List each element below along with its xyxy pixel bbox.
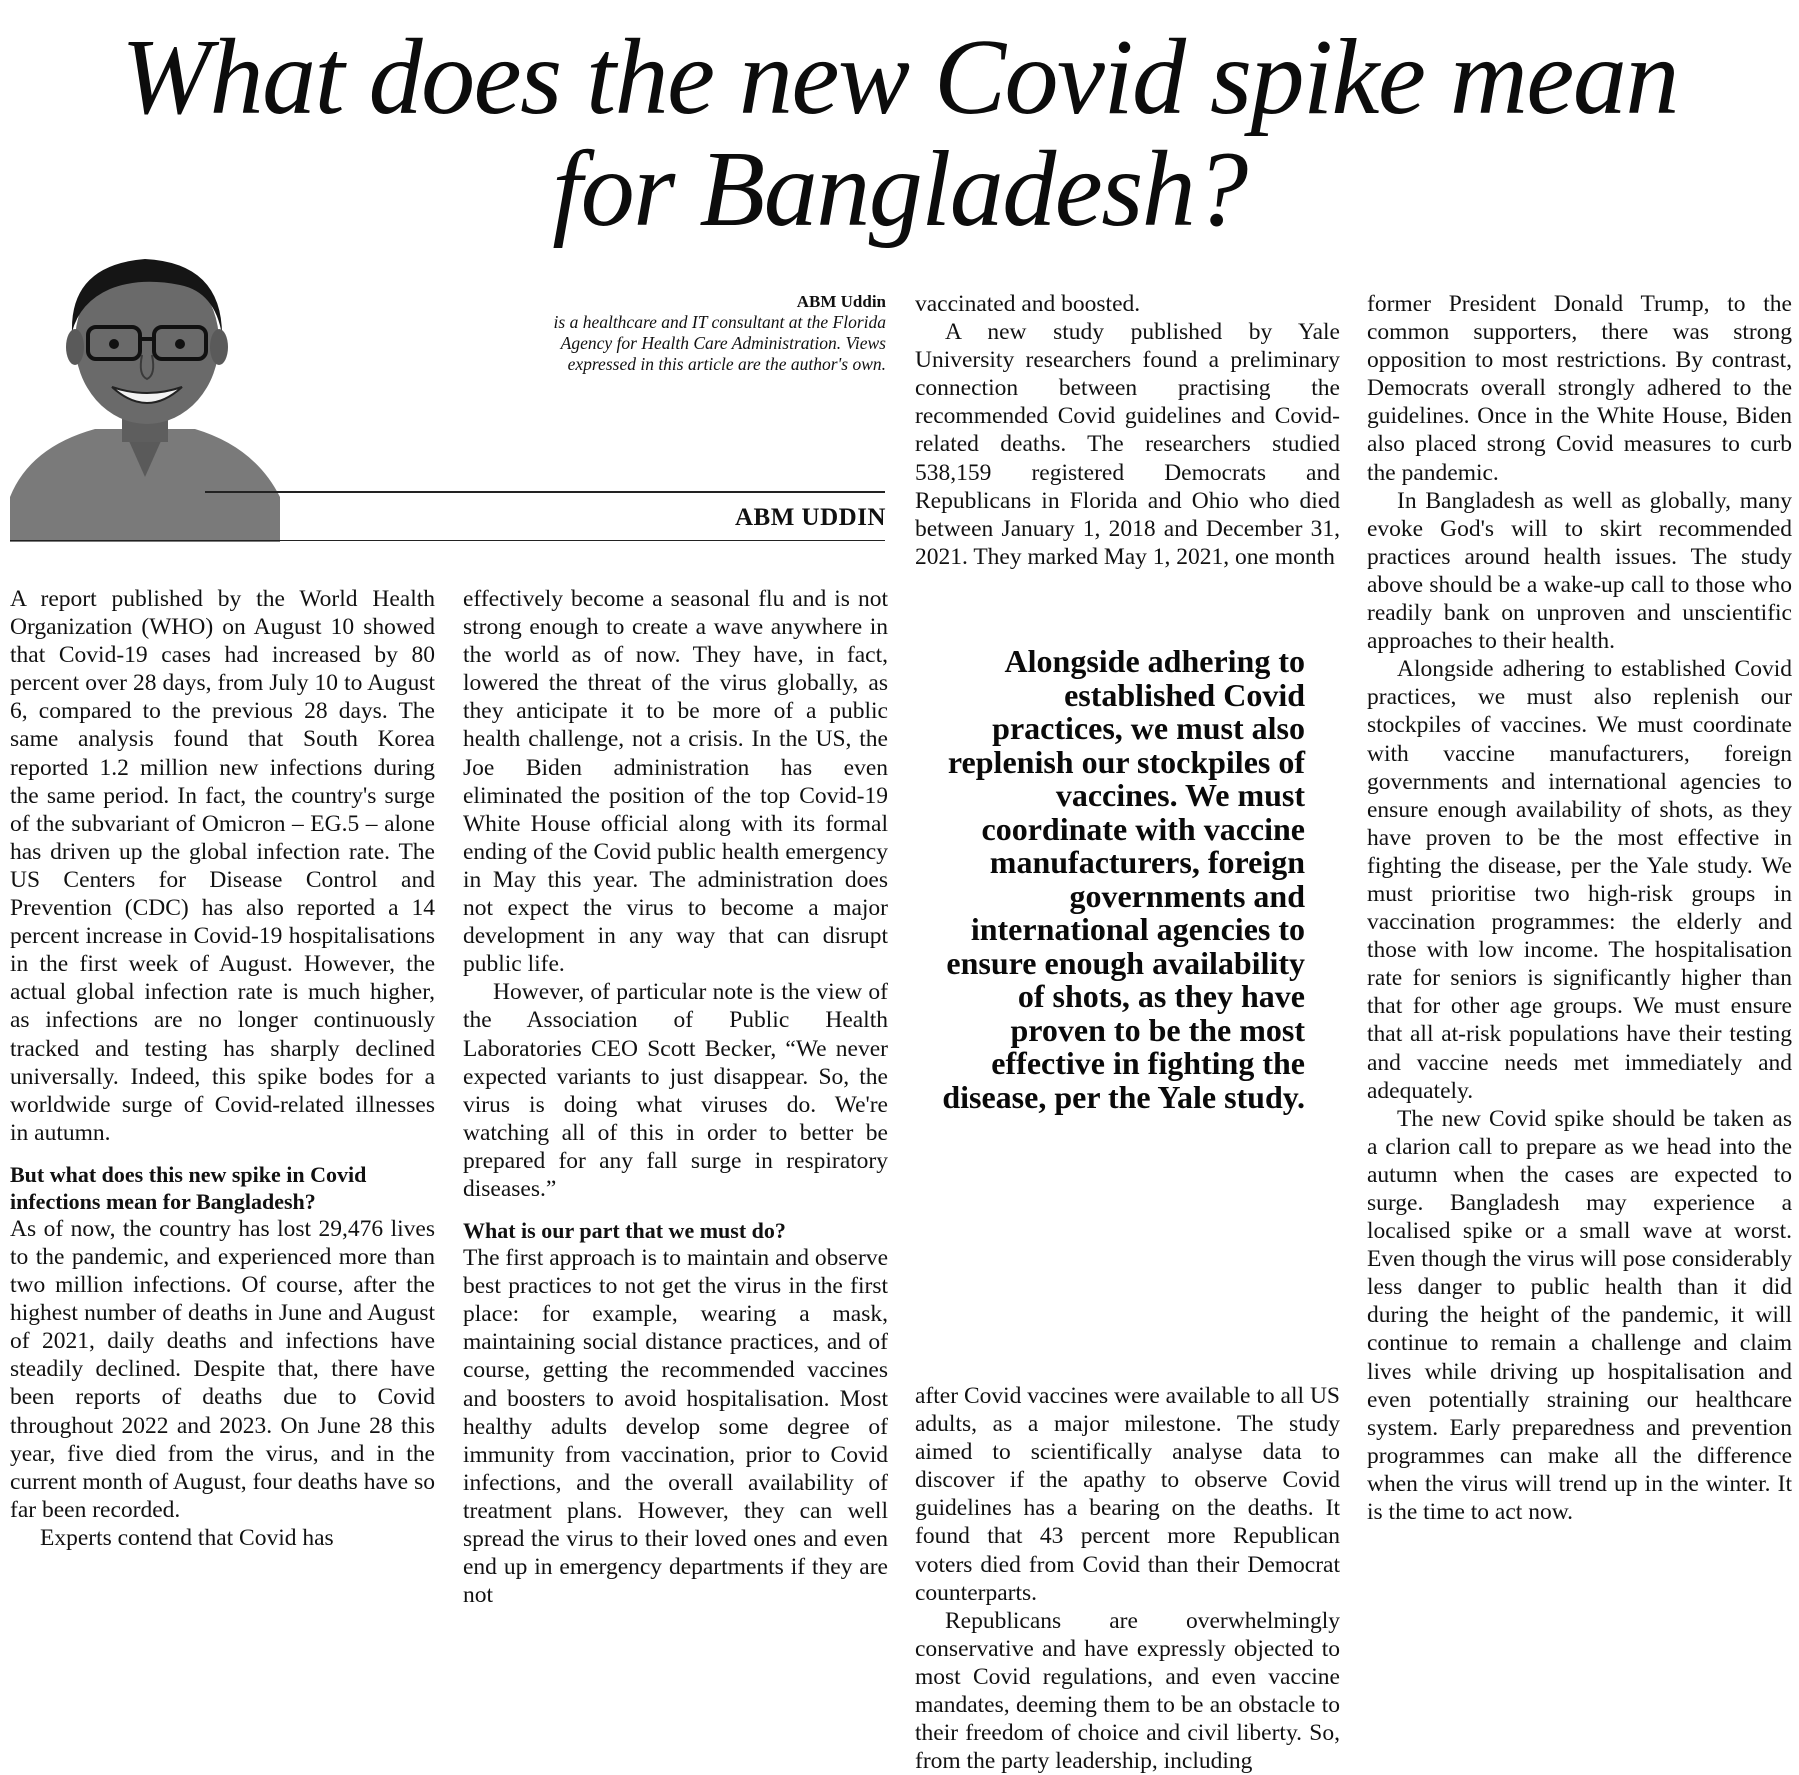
photo-baseline-divider [10, 540, 885, 541]
paragraph: Alongside adhering to established Covid practices, we must also replenish our stockpiles of vaccines. We must coordinate with vaccine manufacturers, foreign governments and international agencies to ensure enough availability of shots, as they have proven to be the most effective in fighting the disease, per the Yale study. We must prioritise two high-risk groups in vaccination programmes: the elderly and those with low income. The hospitalisation rate for seniors is significantly higher than that for other age groups. We must ensure that all at-risk populations have their testing and vaccine needs met immediately and adequately. [1367, 656, 1792, 1104]
paragraph: A new study published by Yale University researchers found a preliminary connection between practising the recommended Covid guidelines and Covid-related deaths. The researchers studied 538,159 registered Democrats and Republicans in Florida and Ohio who died between January 1, 2018 and December 31, 2021. They marked May 1, 2021, one month [915, 319, 1340, 570]
author-photo [10, 247, 280, 542]
headline-line-1: What does the new Covid spike mean [121, 18, 1678, 137]
headline-line-2: for Bangladesh? [552, 130, 1247, 249]
paragraph: However, of particular note is the view of the Association of Public Health Laboratories CEO Scott Becker, “We never expected variants to just disappear. So, the virus is doing what viruses do. We're watching all of this in order to better be prepared for any fall surge in respiratory diseases.” [463, 979, 888, 1202]
paragraph: after Covid vaccines were available to all US adults, as a major milestone. The study aimed to scientifically analyse data to discover if the apathy to observe Covid guidelines has a bearing on the deaths. It found that 43 percent more Republican voters died from Covid than their Democrat counterparts. [915, 1383, 1340, 1606]
article-column-3-top [915, 290, 1340, 571]
subheading: But what does this new spike in Covid infections mean for Bangladesh? [10, 1161, 367, 1214]
article-column-2 [463, 585, 888, 1609]
headline [0, 18, 1799, 249]
paragraph: The first approach is to maintain and observe best practices to not get the virus in the first place: for example, wearing a mask, maintaining social distance practices, and of course, getting the recommended vaccines and boosters to avoid hospitalisation. Most healthy adults develop some degree of immunity from vaccination, prior to Covid infections, and the overall availability of treatment plans. However, they can well spread the virus to their loved ones and even end up in emergency departments if they are not [463, 1245, 888, 1609]
article-column-3-bottom [915, 1382, 1340, 1775]
author-portrait-illustration [10, 247, 280, 542]
author-info [520, 291, 886, 375]
paragraph: As of now, the country has lost 29,476 lives to the pandemic, and experienced more than two million infections. Of course, after the highest number of deaths in June and August of 2021, daily deaths and infections have steadily declined. Despite that, there have been reports of deaths due to Covid throughout 2022 and 2023. On June 28 this year, five died from the virus, and in the current month of August, four deaths have so far been recorded. [10, 1215, 435, 1523]
byline: ABM UDDIN [734, 504, 886, 531]
paragraph: Experts contend that Covid has [40, 1524, 334, 1551]
paragraph: Republicans are overwhelmingly conservative and have expressly objected to most Covid regulations, and even vaccine mandates, deeming them to be an obstacle to their freedom of choice and civil liberty. So, from the party leadership, including [915, 1607, 1340, 1775]
byline-divider [205, 491, 885, 493]
paragraph: In Bangladesh as well as globally, many evoke God's will to skirt recommended practices around health issues. The study above should be a wake-up call to those who readily bank on unproven and unscientific approaches to their health. [1367, 487, 1792, 655]
paragraph: The new Covid spike should be taken as a clarion call to prepare as we head into the autumn when the cases are expected to surge. Bangladesh may experience a localised spike or a small wave at worst. Even though the virus will pose considerably less danger to public health than it did during the height of the pandemic, it will continue to remain a challenge and claim lives while driving up hospitalisation and even potentially straining our healthcare system. Early preparedness and prevention programmes can make all the difference when the virus will trend up in the winter. It is the time to act now. [1367, 1105, 1792, 1526]
paragraph: effectively become a seasonal flu and is not strong enough to create a wave anywhere in the world as of now. They have, in fact, lowered the threat of the virus globally, as they anticipate it to be more of a public health challenge, not a crisis. In the US, the Joe Biden administration has even eliminated the position of the top Covid-19 White House official along with its formal ending of the Covid public health emergency in May this year. The administration does not expect the virus to become a major development in any way that can disrupt public life. [463, 586, 888, 978]
article-column-1 [10, 585, 435, 1552]
article-column-4 [1367, 290, 1792, 1526]
paragraph: A report published by the World Health Organization (WHO) on August 10 showed that Covid-19 cases had increased by 80 percent over 28 days, from July 10 to August 6, compared to the previous 28 days. The same analysis found that South Korea reported 1.2 million new infections during the same period. In fact, the country's surge of the subvariant of Omicron – EG.5 – alone has driven up the global infection rate. The US Centers for Disease Control and Prevention (CDC) has also reported a 14 percent increase in Covid-19 hospitalisations in the first week of August. However, the actual global infection rate is much higher, as infections are no longer continuously tracked and testing has sharply declined universally. Indeed, this spike bodes for a worldwide surge of Covid-related illnesses in autumn. [10, 586, 435, 1146]
author-bio: is a healthcare and IT consultant at the Florida Agency for Health Care Administration. Views expressed in this article are the author's own. [553, 312, 886, 374]
pull-quote: Alongside adhering to established Covid practices, we must also replenish our stockpiles of vaccines. We must coordinate with vaccine manufacturers, foreign governments and international agencies to ensure enough availability of shots, as they have proven to be the most effective in fighting the disease, per the Yale study. [942, 643, 1305, 1115]
author-name: ABM Uddin [796, 292, 886, 311]
paragraph: former President Donald Trump, to the common supporters, there was strong opposition to most restrictions. By contrast, Democrats overall strongly adhered to the guidelines. Once in the White House, Biden also placed strong Covid measures to curb the pandemic. [1367, 291, 1792, 486]
subheading: What is our part that we must do? [463, 1218, 786, 1244]
paragraph: vaccinated and boosted. [915, 291, 1141, 317]
